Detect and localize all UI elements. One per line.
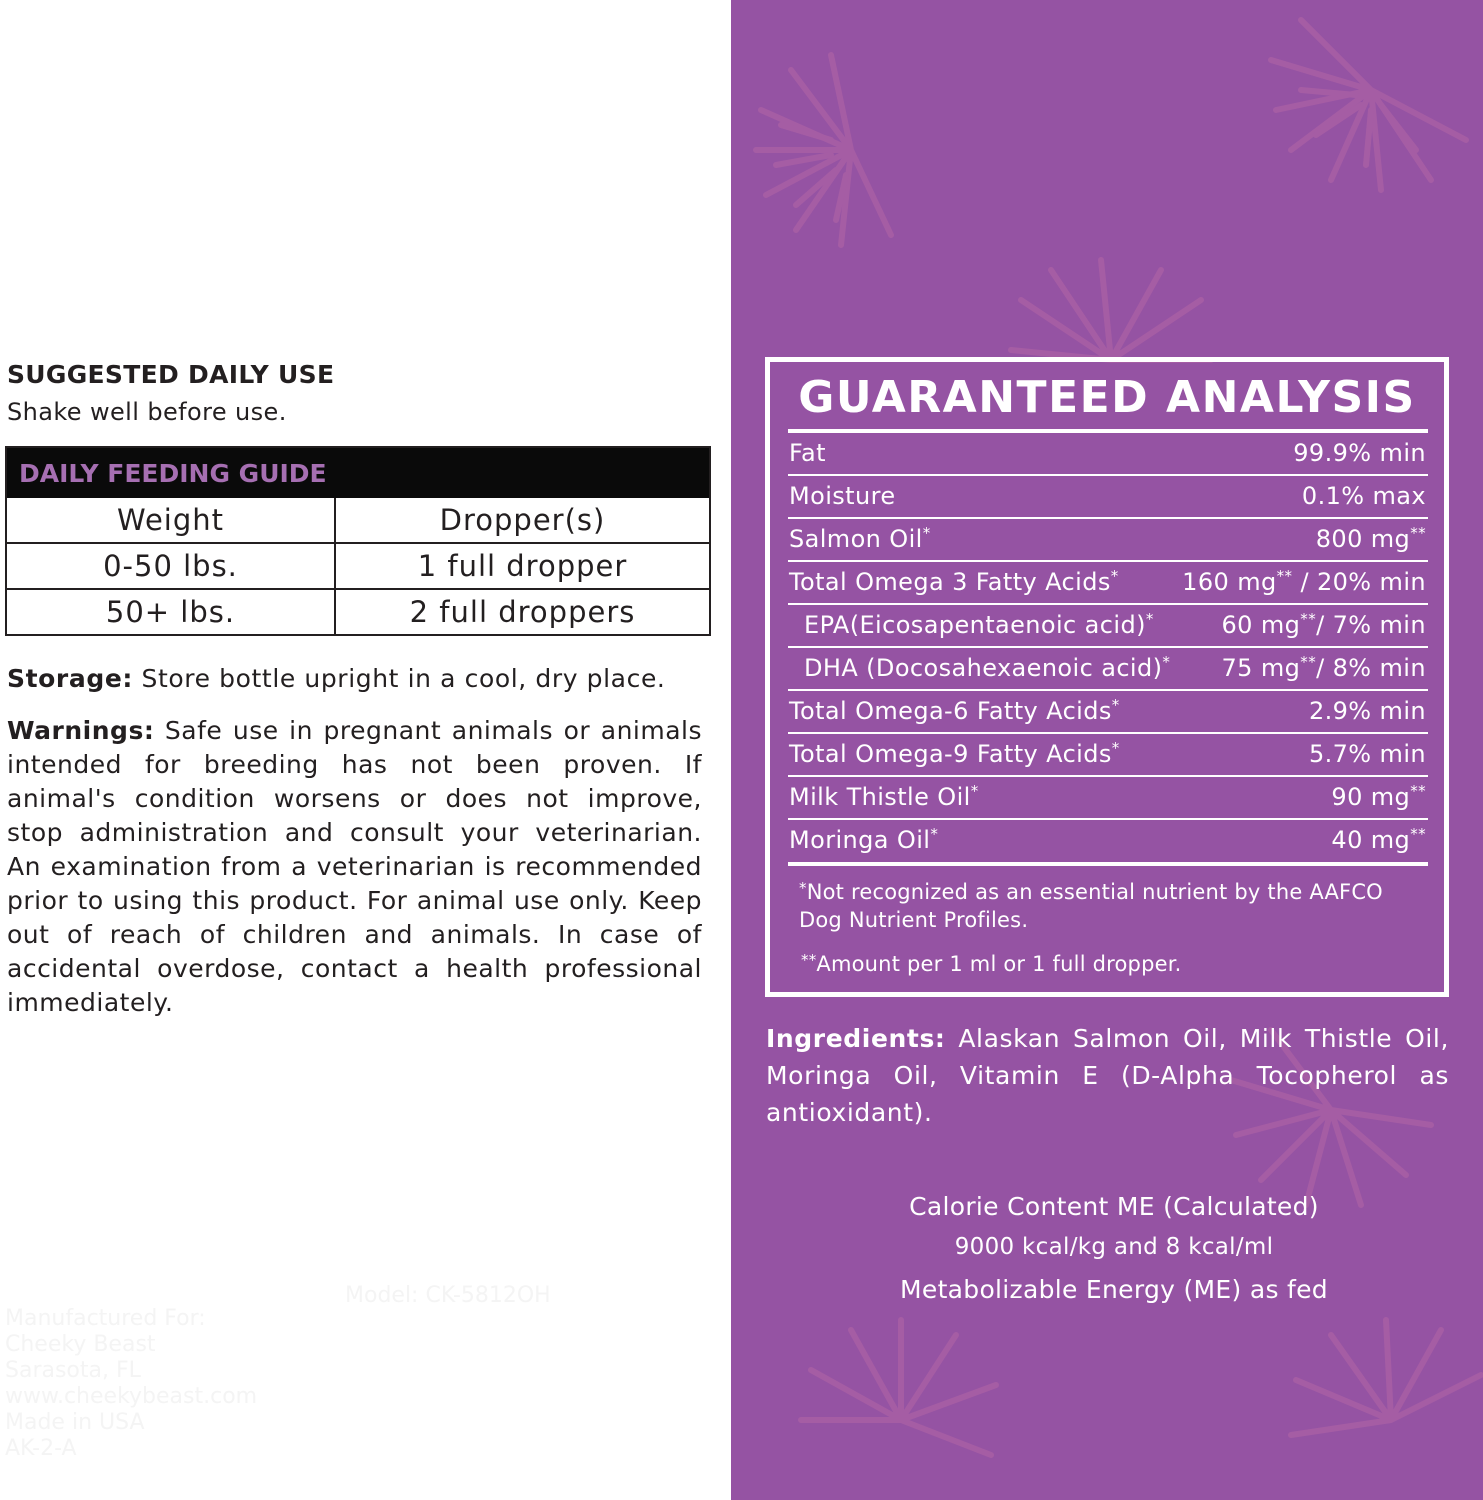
feeding-guide-column-row [7,498,709,542]
table-row [788,519,1428,562]
ingredients-paragraph [766,1020,1449,1131]
footnote-not-essential: *Not recognized as an essential nutrient by the AAFCO Dog Nutrient Profiles. [799,879,1383,932]
storage-paragraph [7,664,707,693]
nutrient-name: Moringa Oil* [789,825,939,854]
faint-line: Manufactured For: [5,1306,206,1331]
dropper-cell: 2 full droppers [409,595,636,629]
table-row [788,605,1428,648]
table-row [788,433,1428,476]
calorie-content-values: 9000 kcal/kg and 8 kcal/ml [954,1234,1274,1260]
warnings-label: Warnings: [7,716,155,745]
nutrient-value: 40 mg** [1331,825,1426,854]
table-row [788,476,1428,519]
nutrient-name: Salmon Oil* [789,524,931,553]
dropper-cell: 1 full dropper [417,549,628,583]
nutrient-name: Fat [789,439,826,467]
nutrient-value: 75 mg**/ 8% min [1221,653,1426,682]
nutrient-value: 99.9% min [1293,439,1426,467]
faint-line: AK-2-A [5,1436,77,1461]
guaranteed-analysis-title: GUARANTEED ANALYSIS [798,372,1416,423]
faint-line: www.cheekybeast.com [5,1384,258,1409]
weight-cell: 50+ lbs. [7,590,336,634]
nutrient-name: Milk Thistle Oil* [789,782,979,811]
calorie-content-title: Calorie Content ME (Calculated) [909,1192,1319,1221]
footnote-amount-per-ml: **Amount per 1 ml or 1 full dropper. [801,951,1182,976]
left-panel [0,0,731,1500]
nutrient-value: 800 mg** [1315,524,1426,553]
calorie-content-note: Metabolizable Energy (ME) as fed [900,1275,1328,1304]
nutrient-value: 0.1% max [1301,482,1426,510]
faint-line: Made in USA [5,1410,145,1435]
faint-line: Sarasota, FL [5,1358,141,1383]
faint-manufacturer-block [5,1306,257,1462]
warnings-paragraph [7,714,702,1020]
table-row [788,777,1428,820]
warnings-text: Safe use in pregnant animals or animals intended for breeding has not been proven. If animal's condition worsens or does not improve, stop administration and consult your veterinarian. An examination from a veterinarian is recommended prior to using this product. For animal use only. Keep out of reach of children and animals. In case of accidental overdose, contact a health professional immediately. [7,716,702,1017]
feeding-guide-table [5,446,711,636]
nutrient-name: DHA (Docosahexaenoic acid)* [804,653,1171,682]
faint-model-number: Model: CK-5812OH [345,1283,551,1308]
analysis-table [788,433,1428,861]
right-panel [731,0,1483,1500]
nutrient-value: 2.9% min [1308,697,1426,725]
suggested-use-note: Shake well before use. [7,398,287,426]
nutrient-name: Total Omega-6 Fatty Acids* [789,696,1120,725]
faint-line: Cheeky Beast [5,1332,156,1357]
table-row [788,691,1428,734]
column-header-droppers: Dropper(s) [439,503,606,537]
nutrient-value: 90 mg** [1331,782,1426,811]
ingredients-text: Alaskan Salmon Oil, Milk Thistle Oil, Moringa Oil, Vitamin E (D-Alpha Tocopherol as antioxidant). [766,1024,1449,1127]
nutrient-value: 5.7% min [1308,740,1426,768]
table-row [788,648,1428,691]
table-row [788,562,1428,605]
column-header-weight: Weight [7,498,336,542]
table-row [788,820,1428,861]
table-row [7,542,709,588]
feeding-guide-header: DAILY FEEDING GUIDE [7,448,709,498]
storage-label: Storage: [7,664,133,693]
nutrient-value: 60 mg**/ 7% min [1221,610,1426,639]
ingredients-label: Ingredients: [766,1024,946,1053]
weight-cell: 0-50 lbs. [7,544,336,588]
table-row [788,734,1428,777]
nutrient-name: EPA(Eicosapentaenoic acid)* [804,610,1154,639]
nutrient-name: Total Omega 3 Fatty Acids* [789,567,1119,596]
storage-text: Store bottle upright in a cool, dry place. [132,664,666,693]
nutrient-value: 160 mg** / 20% min [1182,567,1426,596]
nutrient-name: Moisture [789,482,896,510]
analysis-bottom-rule [788,862,1428,866]
nutrient-name: Total Omega-9 Fatty Acids* [789,739,1120,768]
table-row [7,588,709,634]
suggested-use-title: SUGGESTED DAILY USE [7,360,335,389]
